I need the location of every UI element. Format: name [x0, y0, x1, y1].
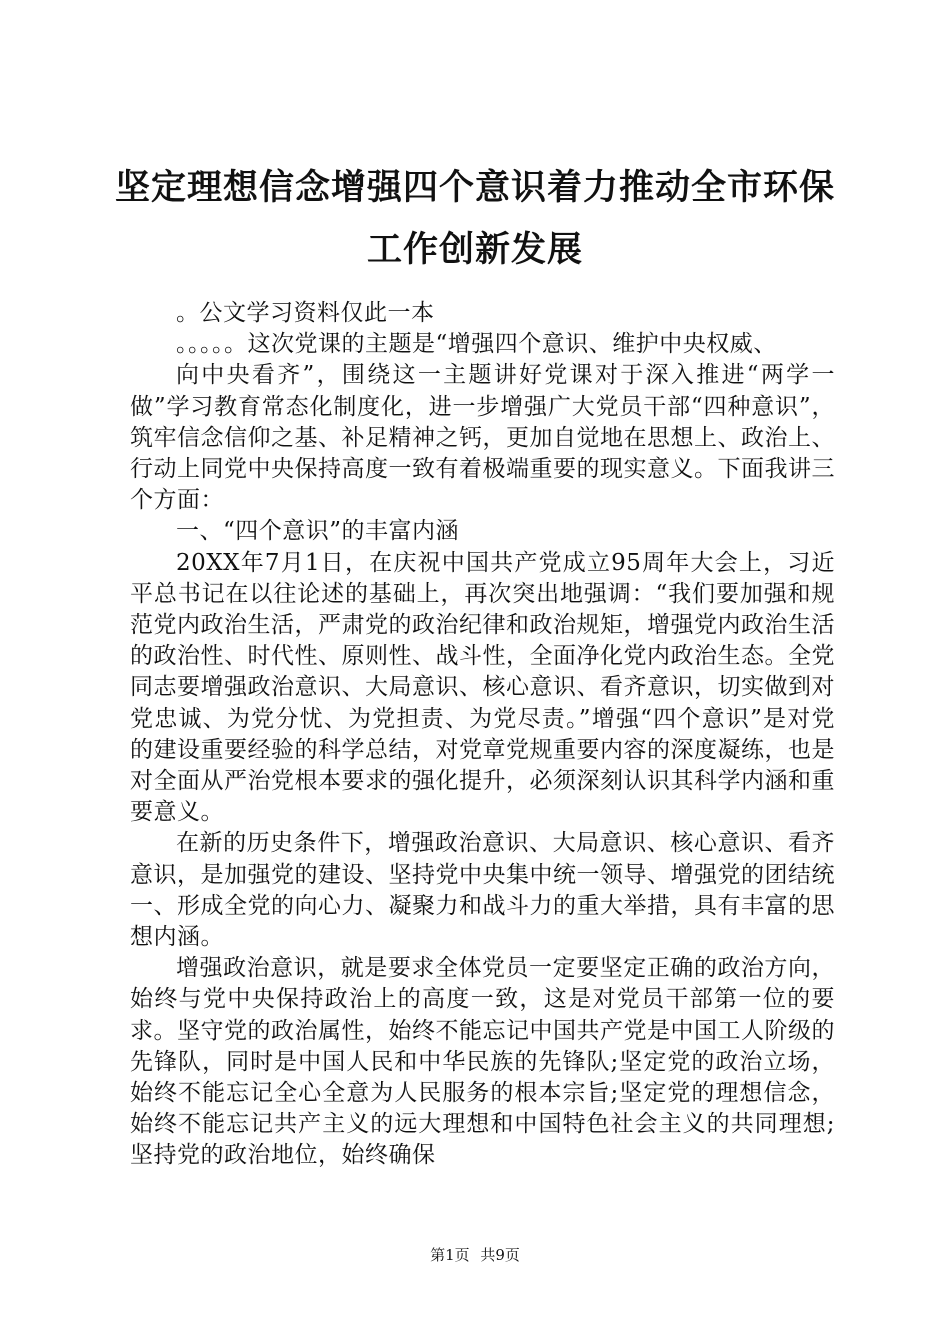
paragraph-theme: 向中央看齐”，围绕这一主题讲好党课对于深入推进“两学一做”学习教育常态化制度化，进一步增强广大党员干部“四种意识”，筑牢信念信仰之基、补足精神之钙，更加自觉地在思想上、政治上、行动上同党中央保持高度一致有着极端重要的现实意义。下面我讲三个方面： [130, 362, 835, 514]
page-number: 第1页 [430, 1246, 470, 1264]
paragraph-speech: 20XX年7月1日，在庆祝中国共产党成立95周年大会上，习近平总书记在以往论述的基础上，再次突出地强调：“我们要加强和规范党内政治生活，严肃党的政治纪律和政治规矩，增强党内政治生活的政治性、时代性、原则性、战斗性，全面净化党内政治生态。全党同志要增强政治意识、大局意识、核心意识、看齐意识，切实做到对党忠诚、为党分忧、为党担责、为党尽责。”增强“四个意识”是对党的建设重要经验的科学总结，对党章党规重要内容的深度凝练，也是对全面从严治党根本要求的强化提升，必须深刻认识其科学内涵和重要意义。 [130, 549, 835, 826]
section-heading: 一、“四个意识”的丰富内涵 [176, 518, 460, 545]
paragraph-context: 在新的历史条件下，增强政治意识、大局意识、核心意识、看齐意识，是加强党的建设、坚持党中央集中统一领导、增强党的团结统一、形成全党的向心力、凝聚力和战斗力的重大举措，具有丰富的思想内涵。 [130, 830, 835, 951]
paragraph-intro: 。。。。。这次党课的主题是“增强四个意识、维护中央权威、 [176, 331, 777, 358]
document-title-line-2: 工作创新发展 [366, 229, 583, 270]
paragraph-political-awareness: 增强政治意识，就是要求全体党员一定要坚定正确的政治方向，始终与党中央保持政治上的高度一致，这是对党员干部第一位的要求。坚守党的政治属性，始终不能忘记中国共产党是中国工人阶级的先锋队，同时是中国人民和中华民族的先锋队;坚定党的政治立场，始终不能忘记全心全意为人民服务的根本宗旨;坚定党的理想信念，始终不能忘记共产主义的远大理想和中国特色社会主义的共同理想;坚持党的政治地位，始终确保 [130, 955, 835, 1169]
paragraph-note: 。公文学习资料仅此一本 [176, 300, 435, 326]
document-body [130, 298, 835, 1172]
document-title-line-1: 坚定理想信念增强四个意识着力推动全市环保 [114, 167, 835, 208]
page-total: 共9页 [480, 1246, 520, 1264]
page-footer [0, 1244, 950, 1265]
